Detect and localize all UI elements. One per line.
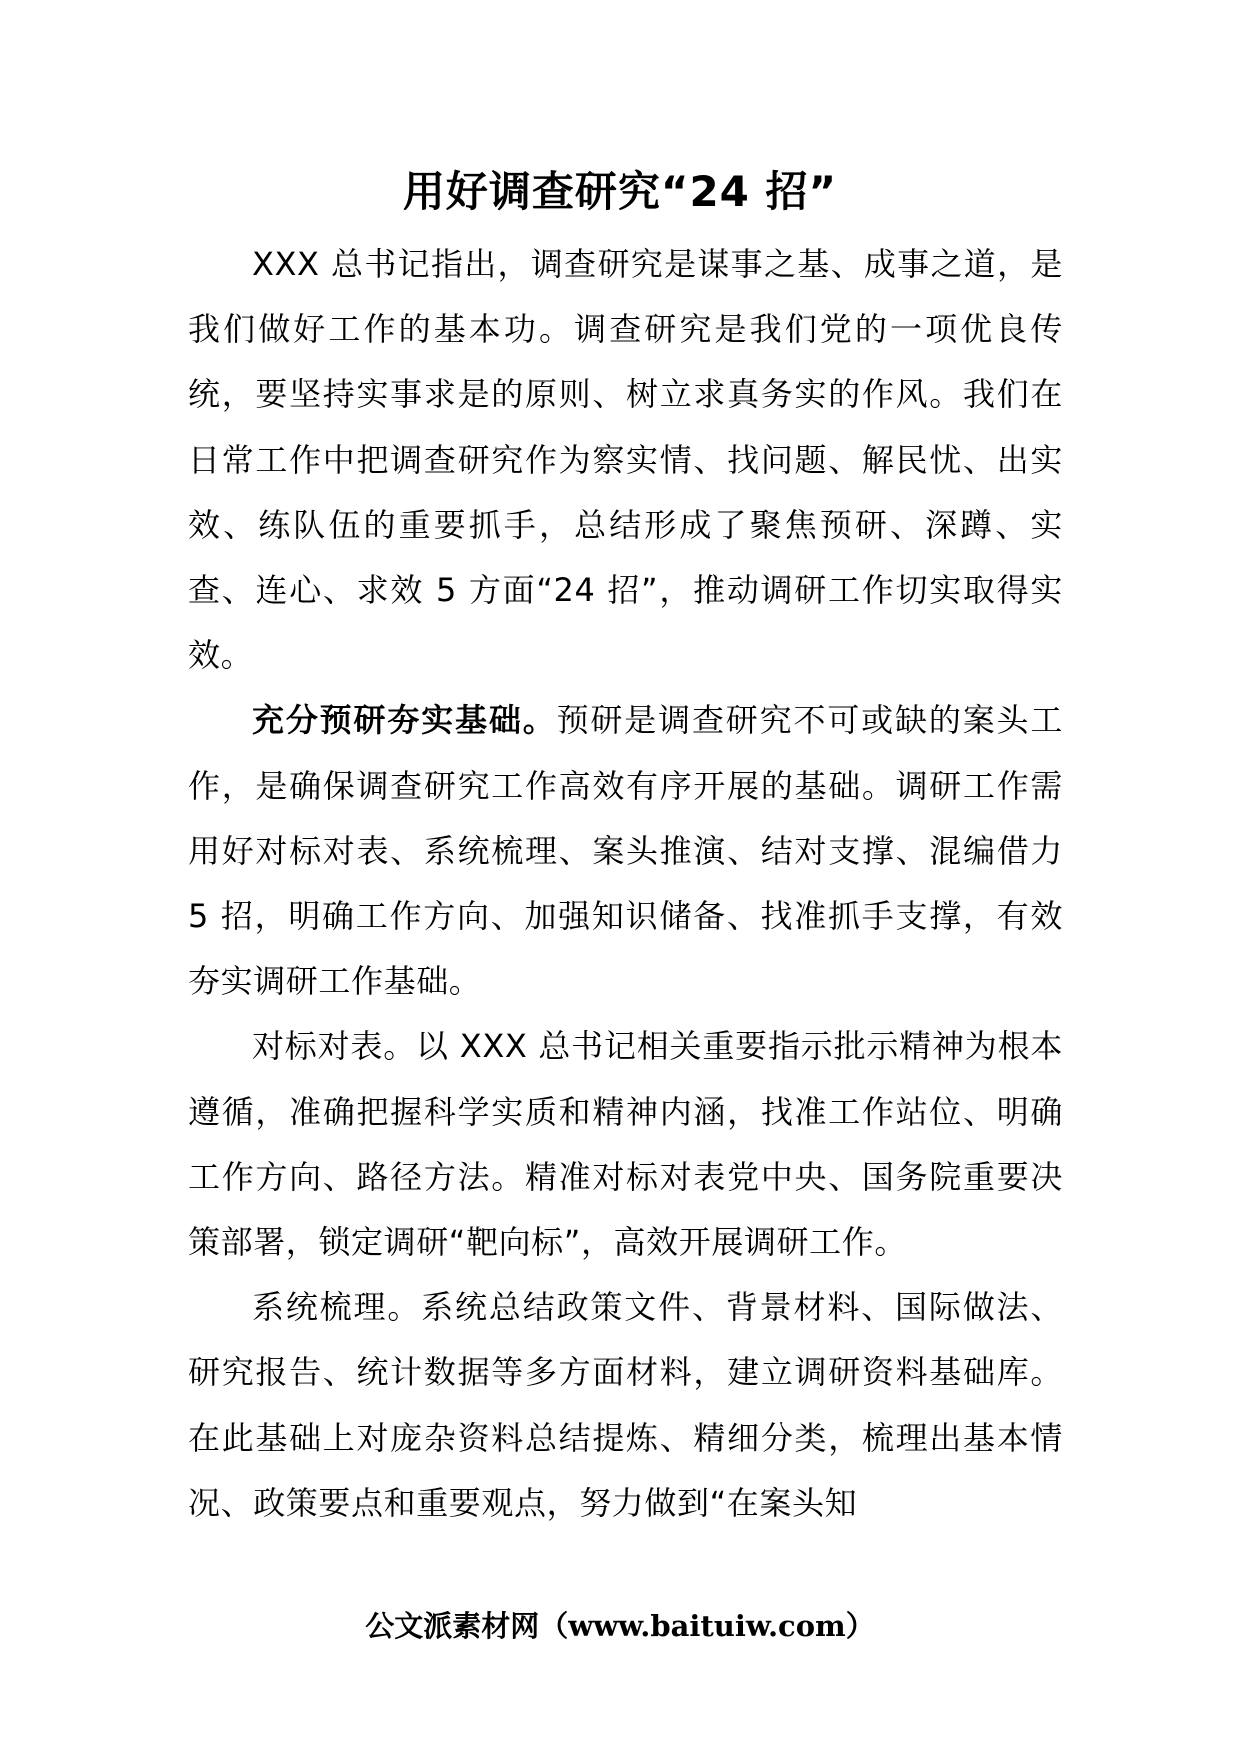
footer-watermark: 公文派素材网（www.baituiw.com） — [365, 1609, 875, 1643]
document-body — [188, 232, 1063, 1536]
paragraph-benchmark — [188, 1014, 1063, 1275]
paragraph-text: 预研是调查研究不可或缺的案头工作，是确保调查研究工作高效有序开展的基础。调研工作需用好对标对表、系统梳理、案头推演、结对支撑、混编借力 5 招，明确工作方向、加强知识储备、找准抓手支撑，有效夯实调研工作基础。 — [188, 701, 1063, 1001]
document-title: 用好调查研究“24 招” — [402, 167, 838, 216]
paragraph-preresearch — [188, 688, 1063, 1014]
paragraph-text: 对标对表。以 XXX 总书记相关重要指示批示精神为根本遵循，准确把握科学实质和精神内涵，找准工作站位、明确工作方向、路径方法。精准对标对表党中央、国务院重要决策部署，锁定调研“靶向标”，高效开展调研工作。 — [188, 1027, 1063, 1262]
paragraph-lead: 充分预研夯实基础。 — [252, 701, 557, 740]
paragraph-systematic-review — [188, 1275, 1063, 1536]
paragraph-text: XXX 总书记指出，调查研究是谋事之基、成事之道，是我们做好工作的基本功。调查研究是我们党的一项优良传统，要坚持实事求是的原则、树立求真务实的作风。我们在日常工作中把调查研究作为察实情、找问题、解民忧、出实效、练队伍的重要抓手，总结形成了聚焦预研、深蹲、实查、连心、求效 5 方面“24 招”，推动调研工作切实取得实效。 — [188, 245, 1063, 675]
paragraph-text: 系统梳理。系统总结政策文件、背景材料、国际做法、研究报告、统计数据等多方面材料，建立调研资料基础库。在此基础上对庞杂资料总结提炼、精细分类，梳理出基本情况、政策要点和重要观点，努力做到“在案头知 — [188, 1288, 1063, 1522]
paragraph-intro — [188, 232, 1063, 688]
